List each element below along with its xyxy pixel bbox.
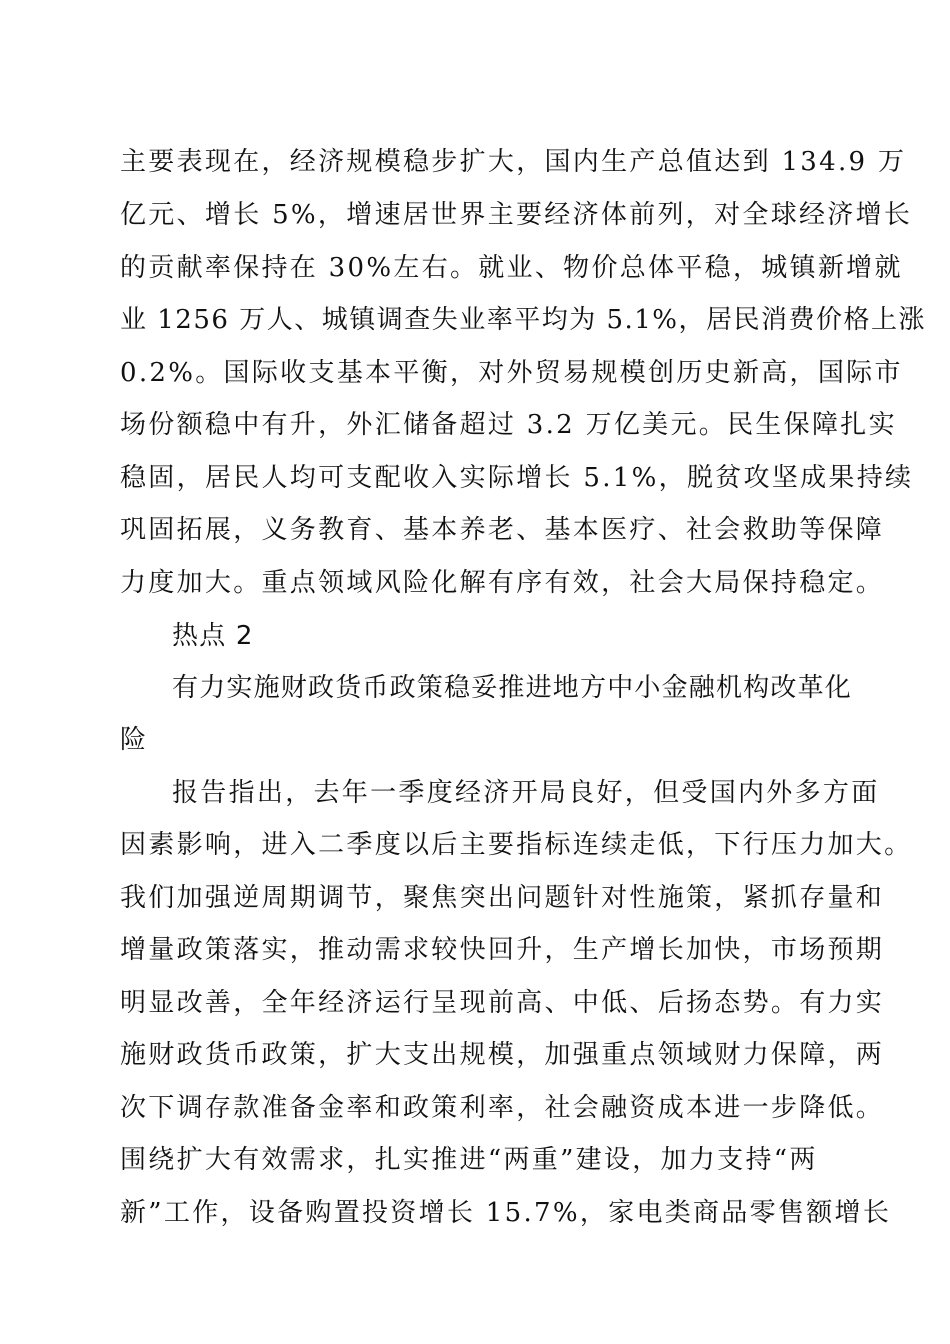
text-line: 业 1256 万人、城镇调查失业率平均为 5.1%，居民消费价格上涨 (120, 305, 927, 335)
text-line: 新”工作，设备购置投资增长 15.7%，家电类商品零售额增长 (120, 1198, 892, 1228)
text-line: 场份额稳中有升，外汇储备超过 3.2 万亿美元。民生保障扎实 (120, 410, 897, 440)
section-label: 热点 2 (172, 621, 254, 651)
text-line: 主要表现在，经济规模稳步扩大，国内生产总值达到 134.9 万 (120, 147, 907, 177)
text-line: 的贡献率保持在 30%左右。就业、物价总体平稳，城镇新增就 (120, 253, 903, 283)
text-line: 施财政货币政策，扩大支出规模，加强重点领域财力保障，两 (120, 1040, 885, 1070)
text-line: 明显改善，全年经济运行呈现前高、中低、后扬态势。有力实 (120, 988, 885, 1018)
section-title-continued: 险 (120, 725, 148, 755)
text-line: 报告指出，去年一季度经济开局良好，但受国内外多方面 (172, 778, 880, 808)
text-line: 0.2%。国际收支基本平衡，对外贸易规模创历史新高，国际市 (120, 358, 903, 388)
text-line: 力度加大。重点领域风险化解有序有效，社会大局保持稳定。 (120, 568, 885, 598)
text-line: 增量政策落实，推动需求较快回升，生产增长加快，市场预期 (120, 935, 885, 965)
section-title: 有力实施财政货币政策稳妥推进地方中小金融机构改革化 (172, 673, 853, 703)
text-line: 稳固，居民人均可支配收入实际增长 5.1%，脱贫攻坚成果持续 (120, 463, 914, 493)
text-line: 我们加强逆周期调节，聚焦突出问题针对性施策，紧抓存量和 (120, 883, 885, 913)
text-line: 因素影响，进入二季度以后主要指标连续走低，下行压力加大。 (120, 830, 913, 860)
text-line: 巩固拓展，义务教育、基本养老、基本医疗、社会救助等保障 (120, 515, 885, 545)
text-line: 亿元、增长 5%，增速居世界主要经济体前列，对全球经济增长 (120, 200, 913, 230)
text-line: 围绕扩大有效需求，扎实推进“两重”建设，加力支持“两 (120, 1145, 818, 1175)
text-line: 次下调存款准备金率和政策利率，社会融资成本进一步降低。 (120, 1093, 885, 1123)
